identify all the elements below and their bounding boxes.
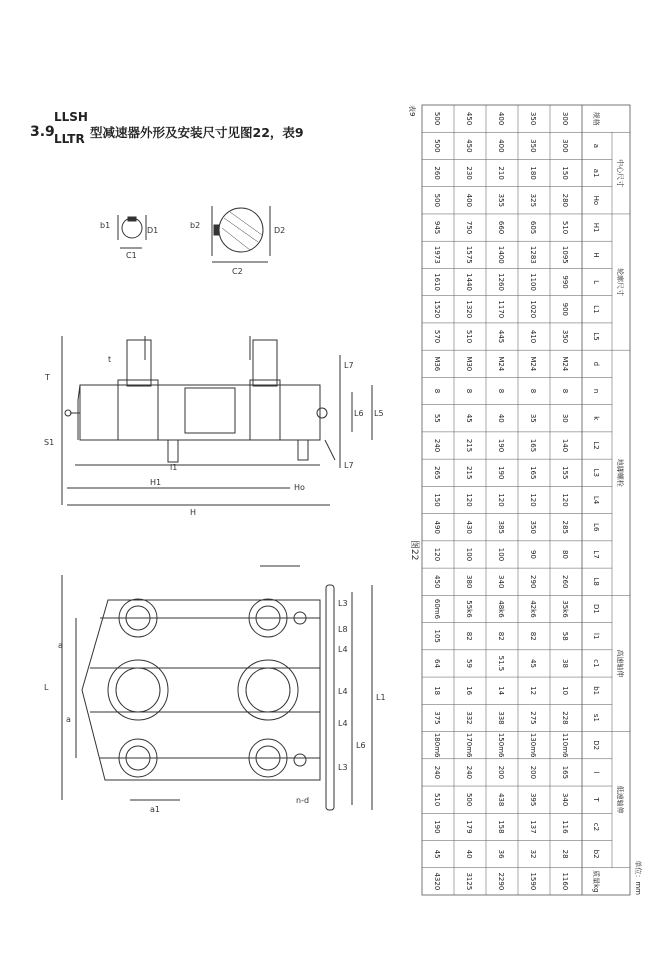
- table-cell: 165: [529, 466, 537, 480]
- table-cell: 240: [465, 765, 473, 780]
- table-cell: 1440: [465, 273, 473, 291]
- label-ho: Ho: [294, 483, 305, 492]
- table-cell: 450: [465, 139, 473, 153]
- column-header: L6: [592, 523, 600, 532]
- table-cell: 64: [433, 658, 441, 668]
- table-cell: 350: [561, 329, 569, 344]
- table-cell: 200: [529, 765, 537, 780]
- table-cell: 410: [529, 329, 537, 344]
- label-l6-top: L6: [356, 741, 366, 750]
- table-cell: 120: [465, 493, 473, 507]
- table-cell: 90: [529, 550, 537, 559]
- table-cell: 228: [561, 711, 569, 725]
- table-cell: 36: [497, 849, 505, 859]
- table-cell: 332: [465, 711, 473, 725]
- group-header: 低速轴伸: [616, 785, 624, 814]
- table-cell: 55: [433, 413, 441, 423]
- column-header: Ho: [592, 195, 600, 206]
- table-cell: 450: [465, 111, 473, 126]
- column-header: L2: [592, 441, 600, 450]
- table-cell: 137: [529, 820, 537, 834]
- table-cell: 140: [561, 438, 569, 453]
- table-cell: 325: [529, 193, 537, 208]
- label-l6: L6: [354, 409, 364, 418]
- column-header: H1: [592, 222, 600, 233]
- table-cell: 750: [465, 220, 473, 235]
- label-l4-a: L4: [338, 645, 348, 654]
- table-cell: 35: [529, 413, 537, 423]
- column-header: n: [592, 388, 600, 394]
- table-cell: 1320: [465, 300, 473, 319]
- table-cell: 500: [433, 111, 441, 126]
- table-cell: 400: [497, 139, 505, 153]
- spec-table-9: [408, 105, 643, 895]
- table-cell: 35k6: [561, 600, 569, 618]
- table-cell: M24: [561, 356, 569, 372]
- table-cell: 1590: [529, 872, 537, 891]
- table-cell: 240: [433, 438, 441, 453]
- table-cell: 1020: [529, 300, 537, 319]
- table-cell: 1160: [561, 872, 569, 891]
- table-cell: 116: [561, 820, 569, 834]
- table-cell: 120: [497, 493, 505, 507]
- table-cell: 110m6: [561, 732, 569, 758]
- table-cell: 8: [529, 388, 537, 394]
- label-l7-bottom: L7: [344, 461, 354, 470]
- table-cell: 1095: [561, 245, 569, 264]
- table-label: 表9: [408, 105, 416, 117]
- table-cell: 510: [433, 792, 441, 807]
- table-cell: 990: [561, 275, 569, 289]
- table-cell: 165: [529, 438, 537, 453]
- table-cell: 180m6: [433, 732, 441, 758]
- column-header: L8: [592, 577, 600, 586]
- table-cell: 450: [433, 575, 441, 589]
- column-header: c2: [592, 822, 600, 832]
- table-cell: 438: [497, 792, 505, 807]
- table-cell: 170m6: [465, 732, 473, 758]
- table-cell: 400: [465, 193, 473, 208]
- table-cell: 275: [529, 711, 537, 725]
- table-cell: 155: [561, 466, 569, 480]
- table-cell: 1283: [529, 245, 537, 264]
- table-cell: 42k6: [529, 600, 537, 618]
- figure-caption: 图22: [409, 540, 419, 561]
- table-cell: 32: [529, 849, 537, 859]
- label-l4-c: L4: [338, 719, 348, 728]
- table-cell: 1520: [433, 300, 441, 319]
- label-h: H: [190, 508, 197, 517]
- label-l4-b: L4: [338, 687, 348, 696]
- table-cell: 230: [465, 166, 473, 180]
- column-header: L7: [592, 550, 600, 559]
- table-cell: 500: [465, 792, 473, 807]
- table-cell: 51.5: [497, 655, 505, 672]
- column-header: L: [592, 280, 600, 285]
- column-header: c1: [592, 659, 600, 668]
- table-cell: 570: [433, 329, 441, 344]
- table-cell: 200: [497, 765, 505, 780]
- table-cell: 120: [561, 493, 569, 507]
- table-cell: 1170: [497, 300, 505, 319]
- column-header: k: [592, 416, 600, 421]
- table-cell: 45: [465, 413, 473, 423]
- table-cell: 10: [561, 686, 569, 696]
- table-cell: 260: [561, 575, 569, 589]
- table-cell: 510: [465, 329, 473, 344]
- table-cell: 900: [561, 302, 569, 316]
- table-cell: 48k6: [497, 600, 505, 618]
- label-n-d: n-d: [296, 796, 310, 805]
- table-cell: 105: [433, 629, 441, 643]
- table-cell: 240: [433, 765, 441, 780]
- column-header: T: [592, 797, 600, 802]
- table-cell: 40: [465, 849, 473, 859]
- label-d1: D1: [147, 226, 159, 235]
- column-header: L5: [592, 332, 600, 341]
- table-cell: 3125: [465, 872, 473, 891]
- high-shaft-section-large: [212, 206, 270, 262]
- table-cell: 1400: [497, 245, 505, 264]
- table-cell: 605: [529, 220, 537, 235]
- table-cell: 285: [561, 520, 569, 534]
- table-cell: 1575: [465, 245, 473, 264]
- table-cell: 210: [497, 166, 505, 180]
- table-cell: 945: [433, 220, 441, 235]
- column-header: 质量kg: [592, 870, 600, 893]
- table-cell: 215: [465, 438, 473, 453]
- table-cell: 150: [433, 493, 441, 507]
- label-s1: S1: [44, 438, 55, 447]
- table-cell: M24: [497, 356, 505, 372]
- table-cell: 300: [561, 111, 569, 126]
- table-cell: 100: [497, 547, 505, 562]
- table-cell: 350: [529, 139, 537, 153]
- column-header: d: [592, 361, 600, 367]
- table-cell: M36: [433, 356, 441, 372]
- table-cell: 490: [433, 520, 441, 534]
- label-l: L: [44, 683, 49, 692]
- table-cell: 380: [465, 575, 473, 589]
- column-header: l1: [592, 633, 600, 640]
- label-a1: a1: [150, 805, 160, 814]
- table-cell: M24: [529, 356, 537, 372]
- table-cell: 150m6: [497, 732, 505, 758]
- label-t-upper: T: [45, 373, 50, 382]
- table-cell: 385: [497, 520, 505, 534]
- table-cell: 130m6: [529, 732, 537, 758]
- table-cell: 190: [433, 820, 441, 834]
- table-cell: 58: [561, 631, 569, 641]
- column-header: b2: [592, 849, 600, 859]
- table-cell: 120: [433, 547, 441, 562]
- table-cell: 158: [497, 820, 505, 834]
- table-cell: 290: [529, 575, 537, 589]
- label-t-lower: t: [108, 355, 112, 364]
- table-cell: 59: [465, 658, 473, 668]
- label-l7-top: L7: [344, 361, 354, 370]
- table-cell: 400: [497, 111, 505, 126]
- table-cell: 260: [433, 166, 441, 180]
- table-cell: 45: [433, 849, 441, 859]
- table-cell: 500: [433, 193, 441, 208]
- label-l1-top: L1: [376, 693, 386, 702]
- group-header: 轮廓尺寸: [616, 268, 624, 297]
- label-a-upper: a: [58, 641, 63, 650]
- table-cell: 430: [465, 520, 473, 534]
- label-l5: L5: [374, 409, 384, 418]
- label-l8: L8: [338, 625, 348, 634]
- table-cell: 45: [529, 658, 537, 668]
- table-cell: 190: [497, 466, 505, 480]
- table-cell: 82: [465, 631, 473, 641]
- label-l3-top: L3: [338, 599, 348, 608]
- table-cell: M30: [465, 356, 473, 372]
- column-header: D2: [592, 740, 600, 751]
- table-cell: 8: [497, 388, 505, 394]
- table-cell: 338: [497, 711, 505, 725]
- low-shaft-section-small: [118, 215, 146, 248]
- column-header: l: [592, 771, 600, 774]
- table-cell: 40: [497, 413, 505, 423]
- table-cell: 660: [497, 220, 505, 235]
- table-cell: 80: [561, 550, 569, 559]
- table-cell: 180: [529, 166, 537, 180]
- label-l3-bottom: L3: [338, 763, 348, 772]
- label-c2: C2: [232, 267, 243, 276]
- table-cell: 190: [497, 438, 505, 453]
- group-header: 地脚螺栓: [616, 458, 624, 487]
- label-h1: H1: [150, 478, 162, 487]
- table-cell: 445: [497, 329, 505, 344]
- table-cell: 60m6: [433, 598, 441, 620]
- table-cell: 510: [561, 220, 569, 235]
- model-llsh: LLSH: [54, 110, 88, 124]
- column-header: 规格: [592, 111, 600, 126]
- label-c1: C1: [126, 251, 137, 260]
- table-cell: 28: [561, 849, 569, 859]
- column-header: L3: [592, 468, 600, 477]
- table-cell: 82: [497, 631, 505, 641]
- column-header: L1: [592, 305, 600, 314]
- table-cell: 215: [465, 466, 473, 480]
- column-header: L4: [592, 495, 600, 505]
- table-cell: 1610: [433, 273, 441, 291]
- table-cell: 165: [561, 765, 569, 780]
- table-cell: 18: [433, 686, 441, 696]
- table-cell: 100: [465, 547, 473, 562]
- group-header: 中心尺寸: [616, 159, 624, 188]
- column-header: a: [592, 143, 600, 149]
- label-b2: b2: [190, 221, 201, 230]
- table-cell: 8: [561, 388, 569, 394]
- label-b1: b1: [100, 221, 111, 230]
- table-cell: 30: [561, 413, 569, 423]
- table-cell: 120: [529, 493, 537, 507]
- table-cell: 12: [529, 686, 537, 696]
- table-cell: 300: [561, 139, 569, 153]
- table-cell: 350: [529, 111, 537, 126]
- table-cell: 2290: [497, 872, 505, 891]
- top-plan-view: [62, 566, 372, 810]
- table-cell: 500: [433, 139, 441, 153]
- table-cell: 14: [497, 686, 505, 696]
- column-header: b1: [592, 686, 600, 696]
- column-header: H: [592, 252, 600, 258]
- table-cell: 280: [561, 193, 569, 208]
- section-number: 3.9: [30, 124, 55, 140]
- group-header: 高速轴伸: [616, 649, 624, 678]
- table-cell: 4320: [433, 872, 441, 891]
- table-cell: 340: [561, 792, 569, 807]
- table-cell: 16: [465, 686, 473, 696]
- label-a-lower: a: [66, 715, 71, 724]
- label-l1: l1: [170, 463, 178, 472]
- column-header: s1: [592, 713, 600, 722]
- table-cell: 375: [433, 711, 441, 725]
- table-cell: 179: [465, 820, 473, 834]
- table-cell: 82: [529, 631, 537, 641]
- label-d2: D2: [274, 226, 286, 235]
- table-cell: 1100: [529, 273, 537, 291]
- table-cell: 1973: [433, 245, 441, 264]
- table-cell: 265: [433, 466, 441, 480]
- unit-label: 单位：mm: [634, 860, 642, 895]
- table-cell: 340: [497, 575, 505, 589]
- table-cell: 1260: [497, 273, 505, 291]
- column-header: D1: [592, 604, 600, 614]
- table-cell: 395: [529, 792, 537, 807]
- section-title: 型减速器外形及安装尺寸见图22，表9: [90, 125, 304, 140]
- column-header: a1: [592, 168, 600, 178]
- table-cell: 355: [497, 193, 505, 208]
- table-cell: 8: [465, 388, 473, 394]
- table-cell: 150: [561, 166, 569, 180]
- table-cell: 8: [433, 388, 441, 394]
- table-cell: 350: [529, 520, 537, 534]
- table-cell: 38: [561, 658, 569, 668]
- table-cell: 55k6: [465, 600, 473, 618]
- model-lltr: LLTR: [54, 132, 85, 146]
